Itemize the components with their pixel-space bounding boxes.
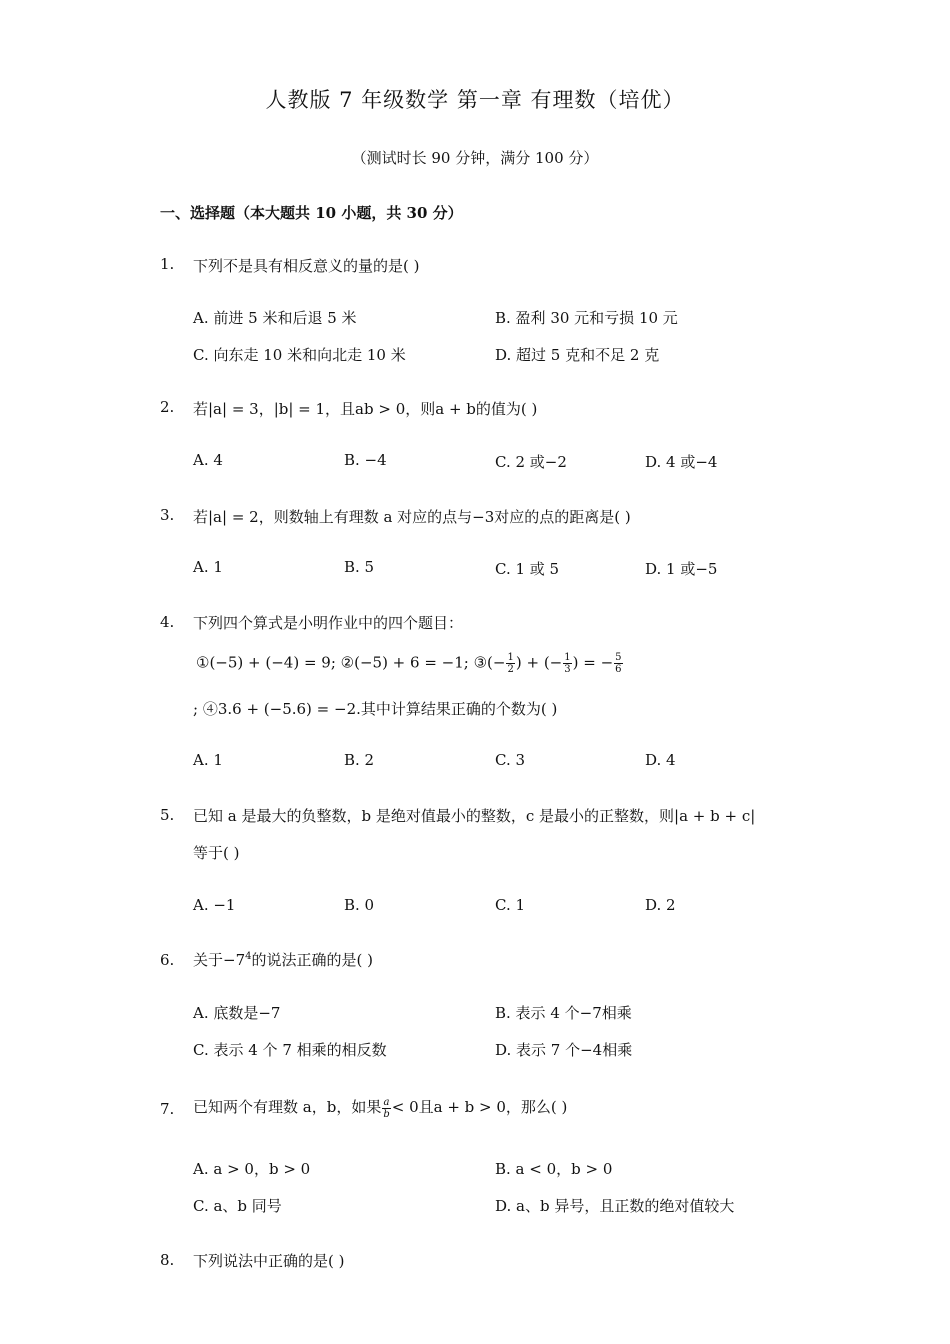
- option-d: D. 2: [645, 896, 676, 914]
- question-text-part: 已知两个有理数 a，b，如果: [193, 1098, 382, 1116]
- section-heading: 一、选择题（本大题共 10 小题，共 30 分）: [160, 204, 463, 222]
- page-subtitle: （测试时长 90 分钟，满分 100 分）: [351, 149, 599, 167]
- question-number: 7.: [160, 1100, 175, 1118]
- fraction-numerator: 5: [615, 652, 622, 663]
- option-d: D. 超过 5 克和不足 2 克: [495, 346, 660, 364]
- option-d: D. 4 或−4: [645, 453, 718, 471]
- fraction-denominator: 6: [615, 664, 622, 675]
- fraction: [614, 652, 622, 675]
- fraction: [563, 652, 571, 675]
- option-d: D. a、b 异号，且正数的绝对值较大: [495, 1197, 735, 1215]
- fraction-numerator: a: [383, 1096, 390, 1108]
- question-text-part: < 0且a + b > 0，那么( ): [391, 1098, 568, 1116]
- question-text: 下列不是具有相反意义的量的是( ): [193, 257, 420, 275]
- question-text: [193, 949, 373, 970]
- equation-part: ) = −: [572, 653, 614, 672]
- question-number: 6.: [160, 951, 175, 969]
- option-a: A. 前进 5 米和后退 5 米: [193, 309, 357, 327]
- option-a: A. 底数是−7: [193, 1004, 281, 1022]
- fraction: [506, 652, 514, 675]
- option-b: B. 0: [344, 896, 375, 914]
- option-b: B. 2: [344, 751, 375, 769]
- fraction-denominator: b: [383, 1108, 390, 1120]
- question-text-part: 的说法正确的是( ): [251, 951, 373, 969]
- question-text: 下列四个算式是小明作业中的四个题目：: [193, 614, 464, 632]
- question-text: 若|a| = 3，|b| = 1，且ab > 0，则a + b的值为( ): [193, 400, 538, 418]
- question-number: 5.: [160, 806, 175, 824]
- equation-part: ) + (−: [515, 653, 563, 672]
- option-d: D. 表示 7 个−4相乘: [495, 1041, 633, 1059]
- question-text: 下列说法中正确的是( ): [193, 1252, 345, 1270]
- option-a: A. 1: [193, 558, 223, 576]
- option-b: B. 表示 4 个−7相乘: [495, 1004, 632, 1022]
- question-text: [193, 1096, 567, 1120]
- option-a: A. 1: [193, 751, 223, 769]
- fraction-denominator: 3: [564, 664, 571, 675]
- question-number: 1.: [160, 255, 175, 273]
- fraction: [382, 1097, 390, 1120]
- question-text-continued: 等于( ): [193, 844, 240, 862]
- option-c: C. 2 或−2: [495, 453, 567, 471]
- option-a: A. −1: [193, 896, 236, 914]
- option-c: C. a、b 同号: [193, 1197, 282, 1215]
- option-c: C. 3: [495, 751, 526, 769]
- equation-line: [196, 652, 624, 675]
- question-text: 若|a| = 2，则数轴上有理数 a 对应的点与−3对应的点的距离是( ): [193, 508, 631, 526]
- fraction-denominator: 2: [507, 664, 514, 675]
- equation-part: ①(−5) + (−4) = 9; ②(−5) + 6 = −1; ③(−: [196, 653, 506, 672]
- option-d: D. 1 或−5: [645, 560, 718, 578]
- option-b: B. a < 0，b > 0: [495, 1160, 613, 1178]
- option-c: C. 1: [495, 896, 526, 914]
- exponent: 4: [245, 951, 252, 962]
- question-text: 已知 a 是最大的负整数，b 是绝对值最小的整数，c 是最小的正整数，则|a + b + c|: [193, 807, 756, 825]
- option-b: B. 盈利 30 元和亏损 10 元: [495, 309, 678, 327]
- option-c: C. 表示 4 个 7 相乘的相反数: [193, 1041, 387, 1059]
- option-a: A. a > 0，b > 0: [193, 1160, 311, 1178]
- question-number: 3.: [160, 506, 175, 524]
- option-b: B. −4: [344, 451, 387, 469]
- option-a: A. 4: [193, 451, 223, 469]
- fraction-numerator: 1: [564, 652, 571, 663]
- question-number: 2.: [160, 398, 175, 416]
- question-text-part: 关于−7: [193, 951, 246, 969]
- option-b: B. 5: [344, 558, 375, 576]
- question-text-continued: ; ④3.6 + (−5.6) = −2.其中计算结果正确的个数为( ): [193, 700, 558, 718]
- option-c: C. 向东走 10 米和向北走 10 米: [193, 346, 406, 364]
- fraction-numerator: 1: [507, 652, 514, 663]
- option-d: D. 4: [645, 751, 676, 769]
- page-title: 人教版 7 年级数学 第一章 有理数（培优）: [265, 88, 685, 112]
- question-number: 4.: [160, 613, 175, 631]
- question-number: 8.: [160, 1251, 175, 1269]
- option-c: C. 1 或 5: [495, 560, 560, 578]
